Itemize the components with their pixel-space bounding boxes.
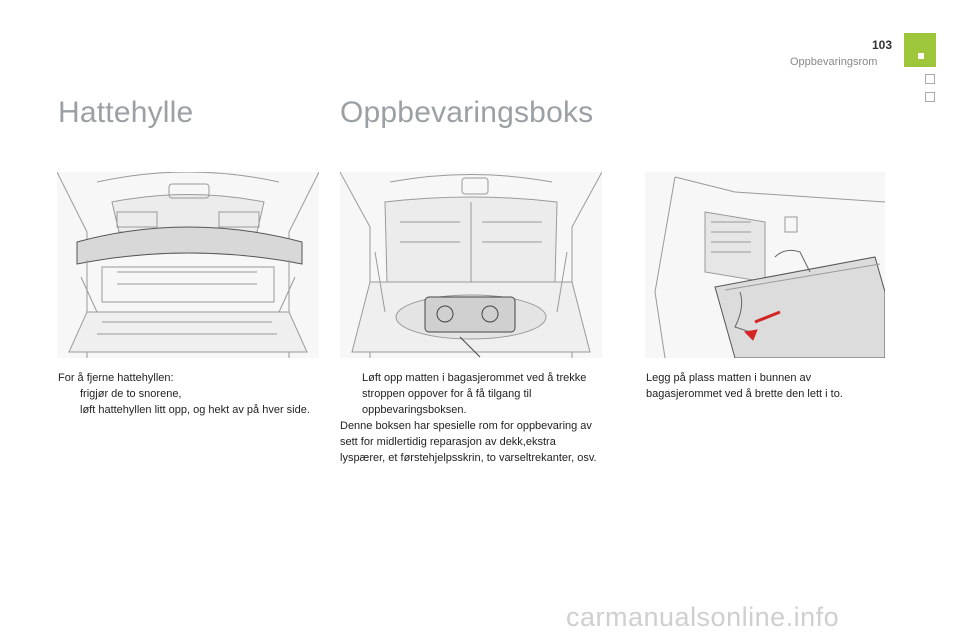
title-oppbevaringsboks: Oppbevaringsboks (340, 96, 594, 129)
list-item (58, 386, 320, 402)
list-item (624, 370, 884, 402)
chapter-tab-empty (925, 92, 935, 102)
list-item (340, 370, 602, 418)
list-item-text: frigjør de to snorene, (80, 388, 182, 400)
watermark: carmanualsonline.info (566, 602, 840, 632)
page-number: 103 (872, 38, 893, 52)
tab-marker-icon (918, 53, 924, 59)
intro-text: For å fjerne hattehyllen: (58, 372, 174, 384)
floor-mat-illustration (645, 172, 885, 358)
list-item-text: Legg på plass matten i bunnen av bagasjerommet ved å brette den lett i to. (646, 372, 843, 400)
description-paragraph: Denne boksen har spesielle rom for oppbevaring av sett for midlertidig reparasjon av dekk,ekstra lyspærer, et førstehjelpsskrin, to varseltrekanter, osv. (340, 420, 597, 464)
floor-mat-instructions (624, 370, 884, 402)
list-item-text: Løft opp matten i bagasjerommet ved å trekke stroppen oppover for å få tilgang til oppbevaringsboksen. (362, 372, 587, 416)
title-hattehylle: Hattehylle (58, 96, 194, 129)
section-title: Oppbevaringsrom (790, 56, 878, 68)
parcel-shelf-instructions (58, 370, 320, 418)
storage-box-illustration (340, 172, 602, 358)
list-item (58, 402, 320, 418)
chapter-tab-active (904, 33, 936, 67)
parcel-shelf-illustration (57, 172, 319, 358)
storage-box-instructions (340, 370, 602, 466)
list-item-text: løft hattehyllen litt opp, og hekt av på hver side. (80, 404, 310, 416)
chapter-tab-empty (925, 74, 935, 84)
